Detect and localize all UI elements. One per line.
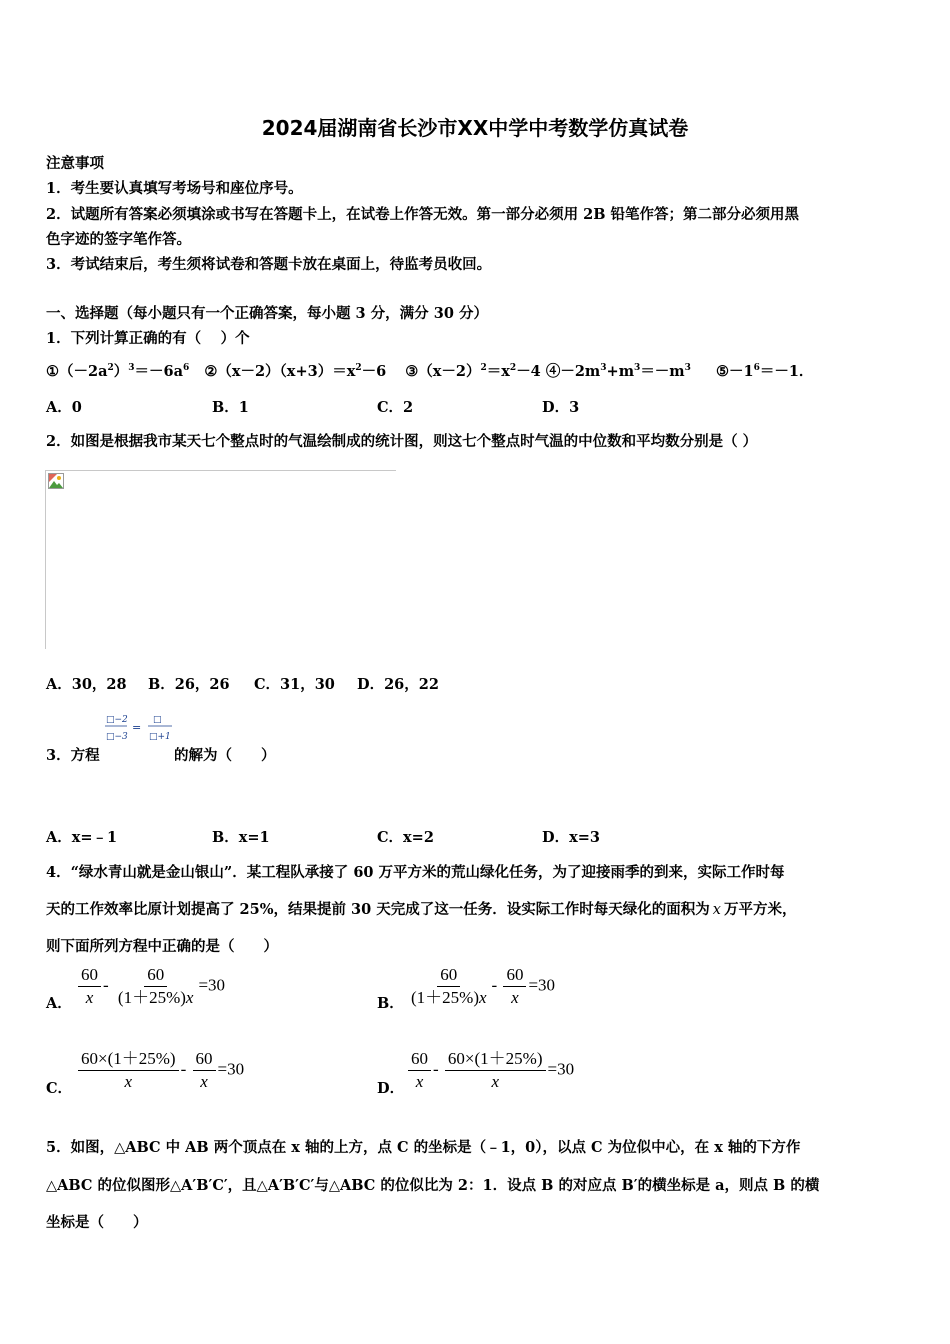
q3-stem-suffix: 的解为（ ） — [174, 747, 276, 764]
q3-option-b: B．x=1 — [212, 829, 270, 846]
q1-expressions — [46, 360, 813, 381]
q1-expr-5: $⑤-1^6=-1$． — [715, 363, 814, 380]
q4-option-c-equation: $\frac{60\times(1+25\%)}{x}$ - $\frac{60}{x}$ =30 — [76, 1050, 244, 1091]
q3-option-a: A．x=﹣1 — [46, 829, 118, 846]
q2-option-d: D．26，22 — [357, 676, 439, 693]
q4-line-1: 4．“绿水青山就是金山银山”．某工程队承接了 60 万平方米的荒山绿化任务，为了迎接雨季的到来，实际工作时每 — [46, 864, 785, 881]
q1-expr-4: $④-2m^3+m^3=-m^3$ — [545, 363, 691, 380]
broken-image-icon — [48, 473, 64, 489]
q2-stem: 2．如图是根据我市某天七个整点时的气温绘制成的统计图，则这七个整点时气温的中位数和平均数分别是（ ） — [46, 433, 758, 450]
notice-heading: 注意事项 — [46, 155, 104, 172]
q3-option-d: D．x=3 — [542, 829, 600, 846]
q3-option-c: C．x=2 — [377, 829, 434, 846]
q3-stem-prefix: 3．方程 — [46, 747, 100, 764]
q4-option-b-label: B． — [377, 995, 404, 1012]
notice-item-2-cont: 色字迹的签字笔作答。 — [46, 231, 191, 248]
q1-stem: 1．下列计算正确的有（ ）个 — [46, 330, 250, 347]
eq-num-left: □−2 — [106, 715, 128, 725]
q1-option-c: C．2 — [377, 399, 414, 416]
q4-option-d-equation: $\frac{60}{x}$ - $\frac{60\times(1+25\%)}{x}$ =30 — [406, 1050, 574, 1091]
q1-option-d: D．3 — [542, 399, 580, 416]
q5-line-3: 坐标是（ ） — [46, 1214, 148, 1231]
q4-line-3: 则下面所列方程中正确的是（ ） — [46, 938, 278, 955]
eq-den-left: □−3 — [106, 732, 128, 742]
chart-image-placeholder — [45, 470, 396, 649]
q2-option-a: A．30，28 — [46, 676, 127, 693]
eq-num-right: □ — [153, 715, 162, 725]
notice-item-2: 2．试题所有答案必须填涂或书写在答题卡上，在试卷上作答无效。第一部分必须用 2B 铅笔作答；第二部分必须用黑 — [46, 206, 800, 223]
q1-expr-2: $②(x-2)(x+3)=x^2-6$ — [204, 363, 387, 380]
q2-option-b: B．26，26 — [148, 676, 230, 693]
eq-den-right: □+1 — [149, 732, 171, 742]
page-title: 2024届湖南省长沙市XX中学中考数学仿真试卷 — [261, 116, 689, 140]
notice-item-1: 1．考生要认真填写考场号和座位序号。 — [46, 180, 303, 197]
q4-option-b-equation: $\frac{60}{(1+25\%)x}$ - $\frac{60}{x}$ =30 — [411, 965, 556, 1007]
q4-option-a-label: A． — [46, 995, 72, 1012]
q1-expr-3: $③(x-2)^2=x^2-4$ — [405, 363, 541, 380]
q4-line-2: 天的工作效率比原计划提高了 25%，结果提前 30 天完成了这一任务．设实际工作时每天绿化的面积为 x 万平方米， — [46, 901, 797, 918]
section-heading: 一、选择题（每小题只有一个正确答案，每小题 3 分，满分 30 分） — [46, 305, 488, 322]
q5-line-1: 5．如图，△ABC 中 AB 两个顶点在 x 轴的上方，点 C 的坐标是（﹣1，0），以点 C 为位似中心，在 x 轴的下方作 — [46, 1139, 801, 1156]
q4-option-c-label: C． — [46, 1080, 73, 1097]
q4-option-a-equation: $\frac{60}{x}$ - $\frac{60}{(1+25\%)x}$ =30 — [76, 966, 225, 1007]
q1-option-a: A．0 — [46, 399, 82, 416]
q3-equation — [104, 712, 174, 746]
q1-option-b: B．1 — [212, 399, 249, 416]
q1-expr-1: $①(-2a^2)^3=-6a^6$ — [46, 363, 190, 380]
q5-line-2: △ABC 的位似图形△A′B′C′，且△A′B′C′与△ABC 的位似比为 2：1．设点 B 的对应点 B′的横坐标是 a，则点 B 的横 — [46, 1177, 820, 1194]
eq-equals: = — [132, 721, 142, 734]
q4-option-d-label: D． — [377, 1080, 405, 1097]
q2-option-c: C．31，30 — [254, 676, 335, 693]
notice-item-3: 3．考试结束后，考生须将试卷和答题卡放在桌面上，待监考员收回。 — [46, 256, 492, 273]
